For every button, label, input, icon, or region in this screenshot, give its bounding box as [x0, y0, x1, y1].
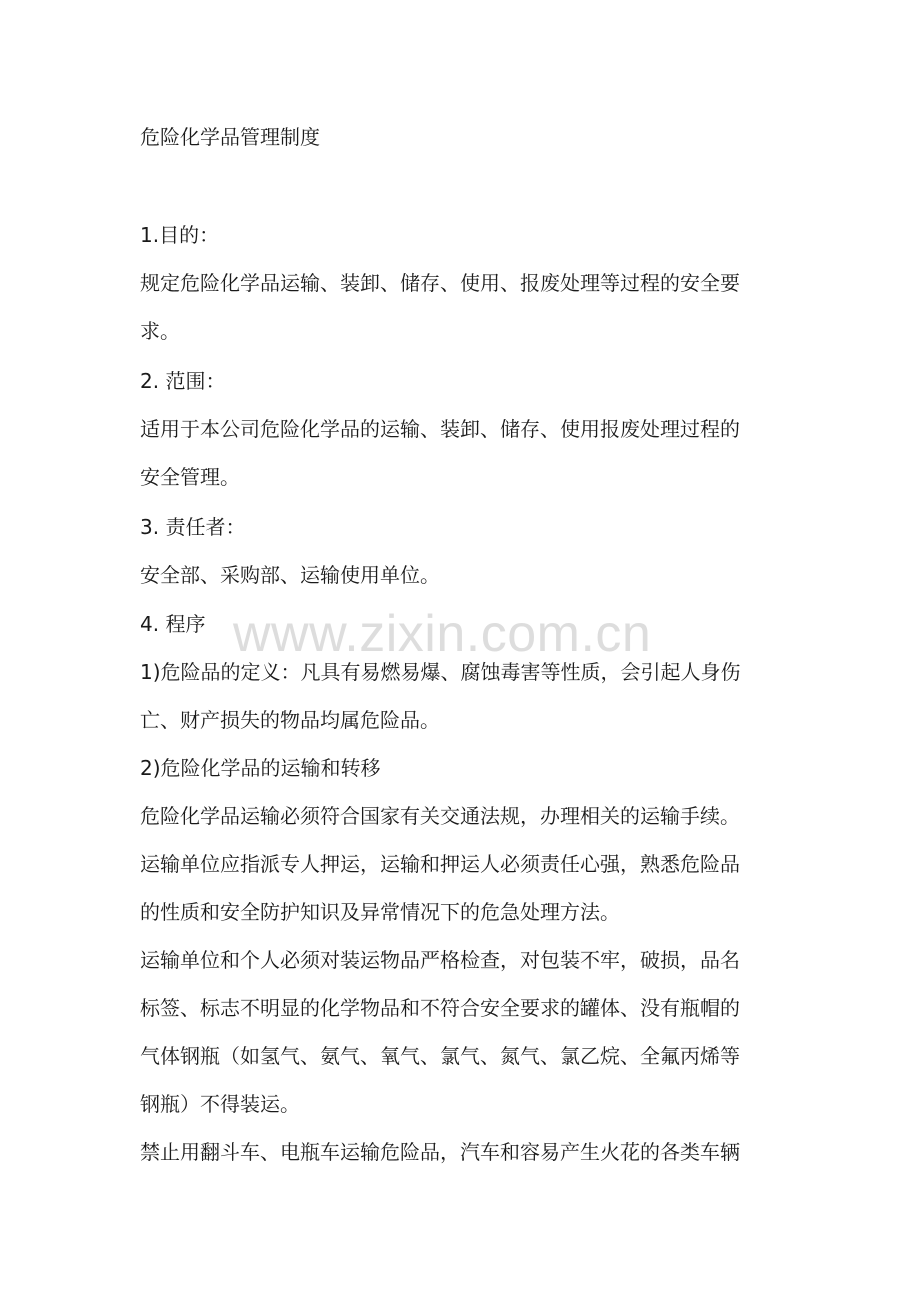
- paragraph-line: 2)危险化学品的运输和转移: [140, 756, 381, 780]
- paragraph-line: 1)危险品的定义：凡具有易燃易爆、腐蚀毒害等性质，会引起人身伤: [140, 660, 741, 684]
- paragraph-line: 求。: [140, 319, 180, 343]
- section-purpose: [140, 211, 790, 355]
- paragraph-line: 的性质和安全防护知识及异常情况下的危急处理方法。: [140, 900, 620, 924]
- paragraph-line: 标签、标志不明显的化学物品和不符合安全要求的罐体、没有瓶帽的: [140, 996, 740, 1020]
- section-heading: 3. 责任者：: [140, 515, 246, 539]
- watermark: www.zixin.com.cn: [233, 605, 652, 663]
- section-scope: [140, 357, 790, 501]
- paragraph-line: 危险化学品运输必须符合国家有关交通法规，办理相关的运输手续。: [140, 804, 740, 828]
- paragraph-line: 钢瓶）不得装运。: [140, 1092, 300, 1116]
- paragraph-line: 规定危险化学品运输、装卸、储存、使用、报废处理等过程的安全要: [140, 271, 740, 295]
- section-heading: 4. 程序: [140, 612, 206, 636]
- section-heading: 1.目的：: [140, 223, 220, 247]
- paragraph-line: 安全部、采购部、运输使用单位。: [140, 563, 440, 587]
- paragraph-line: 安全管理。: [140, 465, 240, 489]
- paragraph-line: 气体钢瓶（如氢气、氨气、氧气、氯气、氮气、氯乙烷、全氟丙烯等: [140, 1044, 740, 1068]
- paragraph-line: 禁止用翻斗车、电瓶车运输危险品，汽车和容易产生火花的各类车辆: [140, 1140, 740, 1164]
- paragraph-line: 亡、财产损失的物品均属危险品。: [140, 708, 440, 732]
- document-title: 危险化学品管理制度: [140, 125, 320, 149]
- section-procedure: [140, 600, 790, 1176]
- paragraph-line: 适用于本公司危险化学品的运输、装卸、储存、使用报废处理过程的: [140, 417, 740, 441]
- section-heading: 2. 范围：: [140, 369, 226, 393]
- section-responsible: [140, 503, 790, 599]
- paragraph-line: 运输单位和个人必须对装运物品严格检查，对包装不牢，破损，品名: [140, 948, 740, 972]
- paragraph-line: 运输单位应指派专人押运，运输和押运人必须责任心强，熟悉危险品: [140, 852, 740, 876]
